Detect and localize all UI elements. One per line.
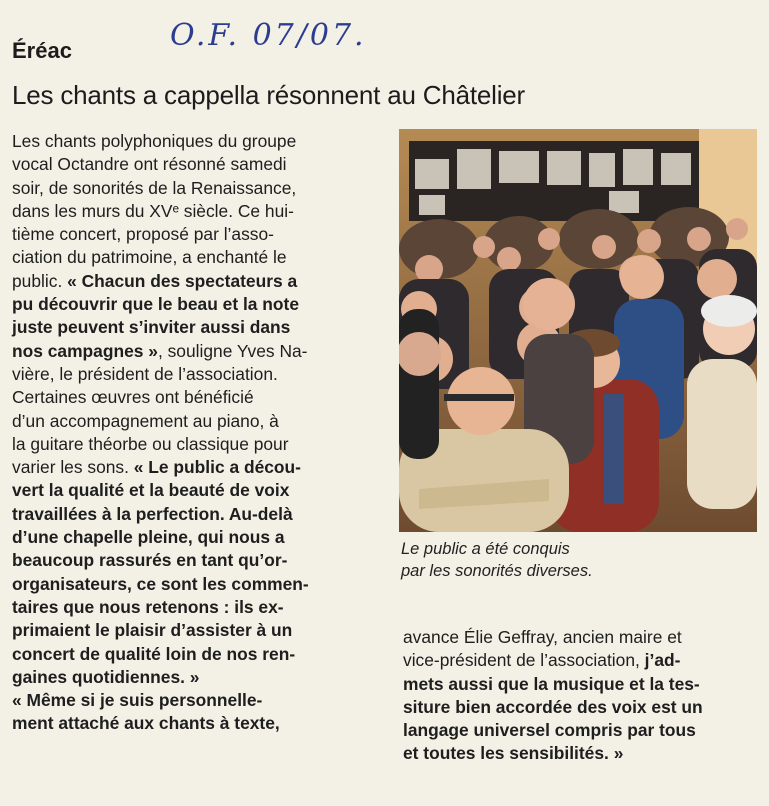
text-run: Certaines œuvres ont bénéficié — [12, 387, 254, 408]
article-text-line — [12, 666, 384, 689]
article-text-line — [12, 433, 384, 456]
text-run: vice-président de l’association, — [403, 650, 645, 671]
text-run: d’un accompagnement au piano, à — [12, 410, 279, 431]
article-text-line — [403, 719, 759, 742]
article-text-line — [12, 316, 384, 339]
article-text-line — [12, 479, 384, 502]
quote-run: d’une chapelle pleine, qui nous a — [12, 527, 285, 548]
article-text-line — [12, 410, 384, 433]
quote-run: gaines quotidiennes. » — [12, 666, 200, 687]
text-run: ciation du patrimoine, a enchanté le — [12, 247, 287, 268]
article-column-left — [12, 130, 384, 736]
audience-photo-illustration — [399, 129, 757, 532]
article-headline: Les chants a cappella résonnent au Châtelier — [12, 80, 525, 110]
article-text-line — [12, 130, 384, 153]
article-text-line — [12, 363, 384, 386]
photo-caption — [401, 538, 757, 582]
quote-run: « Le public a décou- — [133, 457, 301, 478]
article-text-line — [12, 503, 384, 526]
quote-run: vert la qualité et la beauté de voix — [12, 480, 290, 501]
caption-line: par les sonorités diverses. — [401, 562, 593, 580]
quote-run: mets aussi que la musique et la tes- — [403, 673, 700, 694]
quote-run: « Même si je suis personnelle- — [12, 690, 263, 711]
article-text-line — [12, 596, 384, 619]
text-run: public. — [12, 270, 68, 291]
text-run: tième concert, proposé par l’asso- — [12, 224, 274, 245]
quote-run: et toutes les sensibilités. » — [403, 743, 624, 764]
article-text-line — [12, 573, 384, 596]
quote-run: ment attaché aux chants à texte, — [12, 713, 280, 734]
quote-run: langage universel compris par tous — [403, 720, 696, 741]
article-text-line — [403, 626, 759, 649]
article-text-line — [12, 340, 384, 363]
quote-run: primaient le plaisir d’assister à un — [12, 620, 293, 641]
handwritten-source-note: O.F. 07/07. — [170, 18, 367, 53]
article-photo — [399, 129, 757, 532]
quote-run: nos campagnes » — [12, 340, 158, 361]
article-text-line — [12, 712, 384, 735]
article-column-right — [403, 626, 759, 766]
quote-run: organisateurs, ce sont les commen- — [12, 573, 309, 594]
quote-run: siture bien accordée des voix est un — [403, 696, 703, 717]
article-text-line — [12, 246, 384, 269]
text-run: , souligne Yves Na- — [157, 340, 308, 361]
article-text-line — [403, 649, 759, 672]
quote-run: taires que nous retenons : ils ex- — [12, 596, 284, 617]
text-run: Les chants polyphoniques du groupe — [12, 131, 297, 151]
article-text-line — [12, 689, 384, 712]
text-run: varier les sons. — [12, 457, 134, 478]
quote-run: concert de qualité loin de nos ren- — [12, 643, 296, 664]
article-text-line — [12, 643, 384, 666]
article-text-line — [12, 456, 384, 479]
article-text-line — [12, 153, 384, 176]
quote-run: juste peuvent s’inviter aussi dans — [12, 317, 291, 338]
quote-run: « Chacun des spectateurs a — [67, 270, 298, 291]
article-text-line — [403, 673, 759, 696]
quote-run: pu découvrir que le beau et la note — [12, 294, 300, 315]
quote-run: beaucoup rassurés en tant qu’or- — [12, 550, 288, 571]
quote-run: travaillées à la perfection. Au-delà — [12, 503, 293, 524]
text-run: avance Élie Geffray, ancien maire et — [403, 627, 682, 647]
text-run: dans les murs du XVᵉ siècle. Ce hui- — [12, 200, 294, 221]
article-text-line — [12, 386, 384, 409]
text-run: vière, le président de l’association. — [12, 363, 278, 384]
article-text-line — [12, 619, 384, 642]
caption-line: Le public a été conquis — [401, 540, 570, 558]
quote-run: j’ad- — [644, 650, 681, 671]
text-run: vocal Octandre ont résonné samedi — [12, 154, 287, 175]
article-text-line — [12, 549, 384, 572]
section-label: Éréac — [12, 38, 72, 63]
article-text-line — [12, 177, 384, 200]
text-run: soir, de sonorités de la Renaissance, — [12, 177, 297, 198]
article-text-line — [12, 200, 384, 223]
article-text-line — [403, 696, 759, 719]
article-text-line — [403, 742, 759, 765]
article-text-line — [12, 526, 384, 549]
article-text-line — [12, 223, 384, 246]
article-text-line — [12, 270, 384, 293]
text-run: la guitare théorbe ou classique pour — [12, 433, 289, 454]
article-text-line — [12, 293, 384, 316]
